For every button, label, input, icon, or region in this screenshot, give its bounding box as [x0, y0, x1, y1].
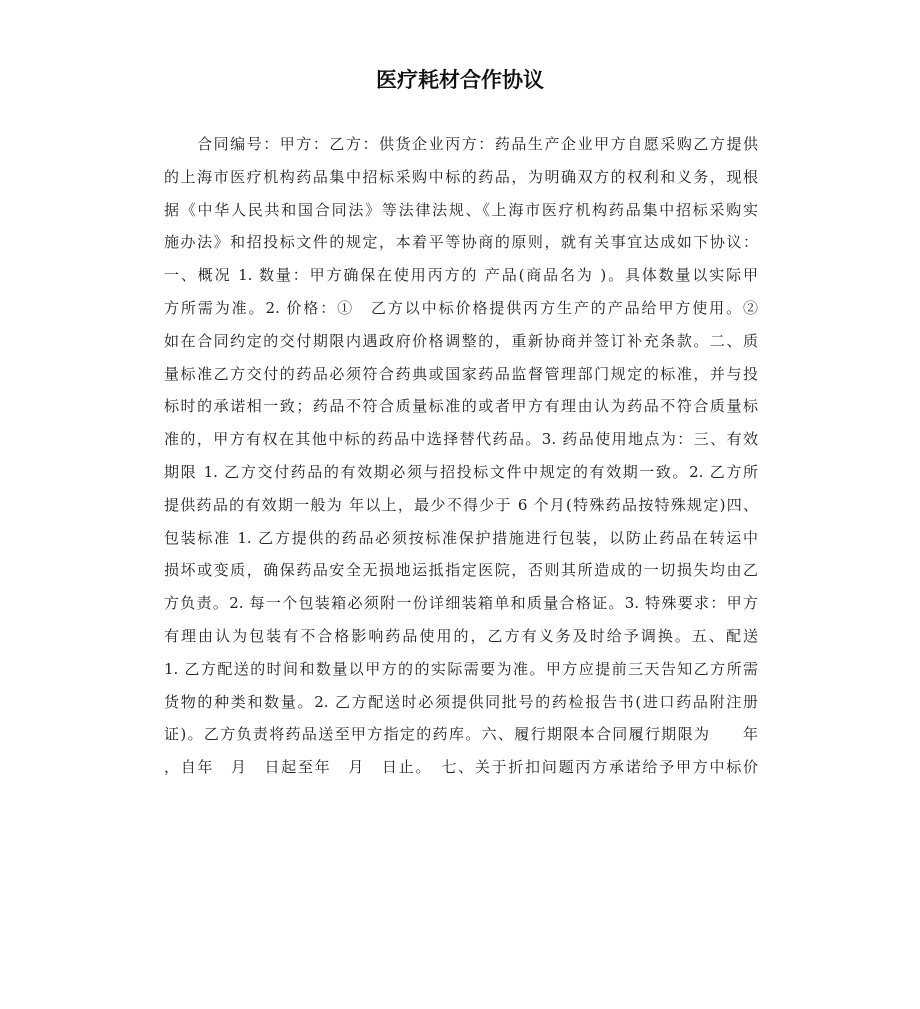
body-line: 1. 乙方配送的时间和数量以甲方的的实际需要为准。甲方应提前三天告知乙方所需: [164, 659, 758, 678]
body-line: 一、概况 1. 数量：甲方确保在使用丙方的 产品(商品名为 )。具体数量以实际甲: [164, 266, 758, 285]
document-title: 医疗耗材合作协议: [376, 68, 544, 92]
body-line: 有理由认为包装有不合格影响药品使用的，乙方有义务及时给予调换。五、配送: [164, 626, 758, 645]
body-line: 方负责。2. 每一个包装箱必须附一份详细装箱单和质量合格证。3. 特殊要求：甲方: [164, 594, 758, 613]
body-line: 合同编号：甲方：乙方：供货企业丙方：药品生产企业甲方自愿采购乙方提供: [164, 135, 758, 153]
body-line: 期限 1. 乙方交付药品的有效期必须与招投标文件中规定的有效期一致。2. 乙方所: [164, 462, 758, 481]
body-line: ，自年 月 日起至年 月 日止。 七、关于折扣问题丙方承诺给予甲方中标价: [164, 758, 758, 777]
body-line: 包装标准 1. 乙方提供的药品必须按标准保护措施进行包装，以防止药品在转运中: [164, 528, 758, 547]
body-line: 施办法》和招投标文件的规定，本着平等协商的原则，就有关事宜达成如下协议：: [164, 233, 758, 252]
body-line: 量标准乙方交付的药品必须符合药典或国家药品监督管理部门规定的标准，并与投: [164, 364, 758, 383]
body-line: 损坏或变质，确保药品安全无损地运抵指定医院，否则其所造成的一切损失均由乙: [164, 561, 758, 580]
body-line: 证)。乙方负责将药品送至甲方指定的药库。六、履行期限本合同履行期限为 年: [164, 725, 758, 744]
body-line: 标时的承诺相一致；药品不符合质量标准的或者甲方有理由认为药品不符合质量标: [164, 397, 758, 416]
body-line: 提供药品的有效期一般为 年以上，最少不得少于 6 个月(特殊药品按特殊规定)四、: [164, 495, 758, 514]
body-line: 的上海市医疗机构药品集中招标采购中标的药品，为明确双方的权利和义务，现根: [164, 167, 758, 186]
document-body: [164, 128, 758, 784]
body-line: 准的，甲方有权在其他中标的药品中选择替代药品。3. 药品使用地点为：三、有效: [164, 430, 758, 449]
body-line: 方所需为准。2. 价格：① 乙方以中标价格提供丙方生产的产品给甲方使用。②: [164, 298, 758, 317]
body-line: 如在合同约定的交付期限内遇政府价格调整的，重新协商并签订补充条款。二、质: [164, 331, 758, 350]
body-line: 据《中华人民共和国合同法》等法律法规、《上海市医疗机构药品集中招标采购实: [164, 200, 758, 219]
body-line: 货物的种类和数量。2. 乙方配送时必须提供同批号的药检报告书(进口药品附注册: [164, 692, 758, 711]
